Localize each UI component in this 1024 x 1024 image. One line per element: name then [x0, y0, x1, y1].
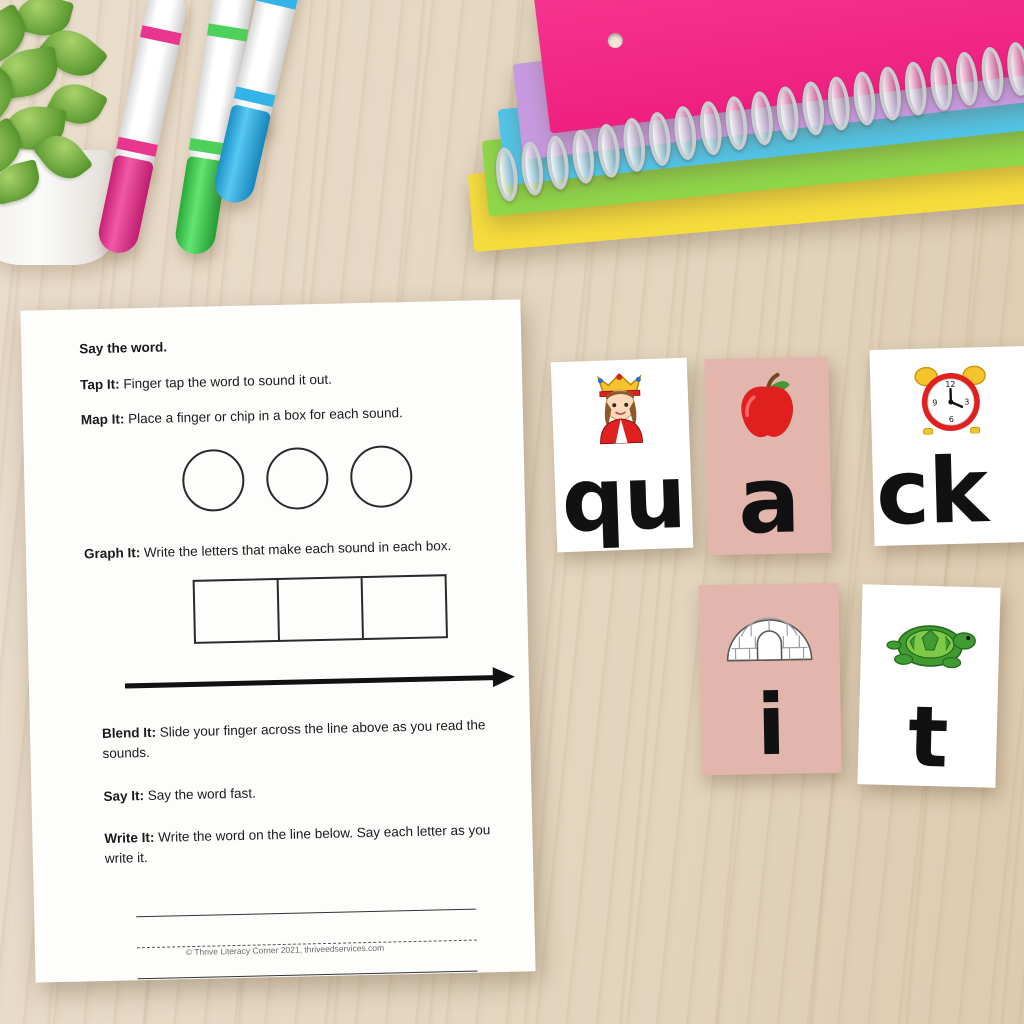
step-text: Finger tap the word to sound it out. — [119, 371, 333, 392]
apple-icon — [704, 357, 830, 448]
arrow-shaft — [125, 675, 495, 688]
card-letters: qu — [559, 444, 688, 553]
step-write-it — [104, 820, 497, 869]
sound-box[interactable] — [279, 578, 364, 640]
card-letters: ck — [874, 438, 989, 546]
queen-icon — [551, 358, 690, 450]
step-tap-it — [80, 366, 486, 395]
step-label: Tap It: — [79, 376, 120, 393]
worksheet — [20, 299, 535, 982]
step-label: Blend It: — [101, 724, 157, 742]
worksheet-heading: Say the word. — [79, 339, 168, 357]
letter-card-qu[interactable] — [551, 358, 694, 553]
step-text: Write the word on the line below. Say each letter as you write it. — [104, 821, 491, 866]
step-text: Slide your finger across the line above as you read the sounds. — [102, 717, 486, 762]
turtle-icon — [860, 584, 1001, 690]
sound-box[interactable] — [363, 576, 446, 638]
card-letters: i — [756, 675, 786, 775]
sound-box[interactable] — [195, 580, 280, 642]
letter-card-i[interactable] — [698, 583, 841, 775]
step-text: Place a finger or chip in a box for each sound. — [124, 404, 403, 426]
sound-circle[interactable] — [266, 447, 329, 510]
letter-card-ck[interactable] — [869, 346, 1024, 546]
sound-boxes — [193, 574, 448, 644]
svg-text:3: 3 — [964, 397, 970, 407]
card-letters: t — [906, 687, 949, 787]
arrow-head-icon — [493, 667, 515, 687]
clock-icon — [869, 346, 1024, 441]
svg-text:6: 6 — [948, 414, 954, 424]
step-text: Write the letters that make each sound in each box. — [140, 537, 452, 560]
blend-arrow — [125, 671, 515, 694]
igloo-icon — [698, 583, 840, 677]
worksheet-footer: © Thrive Literacy Corner 2021, thriveedservices.com — [185, 942, 385, 958]
sound-circle[interactable] — [350, 445, 413, 508]
step-text: Say the word fast. — [143, 785, 256, 803]
step-label: Map It: — [80, 410, 125, 427]
svg-text:9: 9 — [932, 397, 938, 407]
step-graph-it — [84, 535, 490, 564]
write-lines — [136, 879, 478, 980]
punch-hole — [607, 32, 624, 49]
card-letters: a — [737, 446, 801, 555]
step-label: Write It: — [104, 829, 155, 846]
sound-circles — [182, 443, 489, 512]
step-blend-it — [102, 715, 495, 764]
letter-card-t[interactable] — [857, 584, 1000, 788]
sound-circle[interactable] — [182, 448, 245, 511]
step-map-it — [81, 401, 487, 430]
svg-text:12: 12 — [945, 379, 956, 389]
step-label: Graph It: — [83, 544, 141, 562]
step-say-it — [103, 778, 495, 807]
letter-card-a[interactable] — [704, 357, 831, 555]
step-label: Say It: — [103, 787, 145, 804]
